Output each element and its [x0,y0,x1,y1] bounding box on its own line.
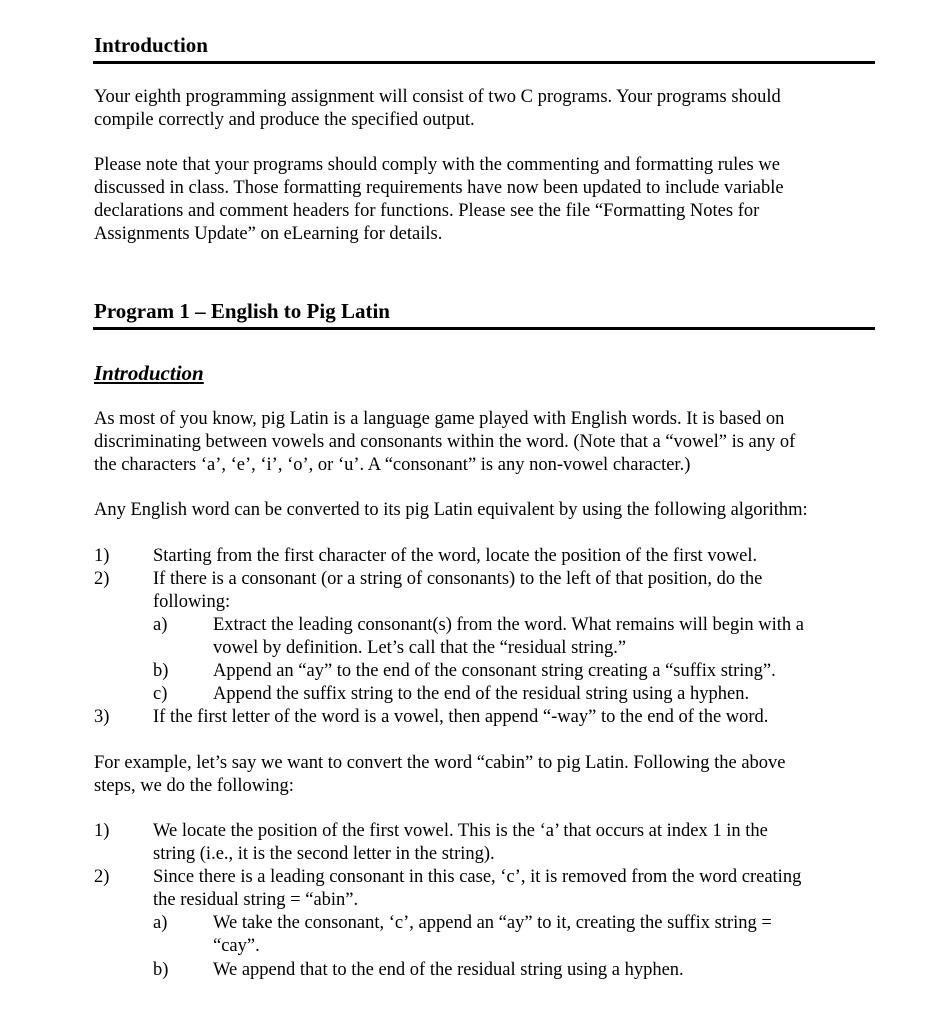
substep-text [213,660,868,683]
intro-heading-rule [93,61,875,64]
step-number: 3) [94,707,110,727]
text-line: following: [153,592,231,612]
example-step-text [153,820,868,866]
text-line: Append an “ay” to the end of the consonant string creating a “suffix string”. [213,661,776,681]
text-line: Extract the leading consonant(s) from the word. What remains will begin with a [213,615,804,635]
substep-letter: c) [153,684,168,704]
text-line: string (i.e., it is the second letter in the string). [153,844,495,864]
text-line: Append the suffix string to the end of the residual string using a hyphen. [213,684,750,704]
program1-paragraph-3 [94,752,874,798]
text-line: Your eighth programming assignment will consist of two C programs. Your programs should [94,87,781,107]
intro-heading: Introduction [94,33,208,57]
text-line: As most of you know, pig Latin is a language game played with English words. It is based on [94,409,785,429]
text-line: the characters ‘a’, ‘e’, ‘i’, ‘o’, or ‘u’. A “consonant” is any non-vowel character.) [94,455,691,475]
program1-heading-rule [93,327,875,330]
text-line: We take the consonant, ‘c’, append an “ay” to it, creating the suffix string = [213,913,772,933]
example-substep-letter: b) [153,960,169,980]
program1-subheading: Introduction [94,361,204,385]
substep-text [213,683,868,706]
example-step-number: 2) [94,867,110,887]
text-line: If the first letter of the word is a vowel, then append “-way” to the end of the word. [153,707,769,727]
substep-letter: a) [153,615,168,635]
text-line: discussed in class. Those formatting requirements have now been updated to include variable [94,178,784,198]
program1-paragraph-1 [94,408,874,477]
step-text [153,568,868,614]
intro-paragraph-1 [94,86,874,132]
text-line: We locate the position of the first vowel. This is the ‘a’ that occurs at index 1 in the [153,821,768,841]
step-text [153,706,868,729]
program1-paragraph-2: Any English word can be converted to its pig Latin equivalent by using the following algorithm: [94,500,808,520]
intro-paragraph-2 [94,154,874,246]
text-line: Starting from the first character of the word, locate the position of the first vowel. [153,546,758,566]
text-line: declarations and comment headers for functions. Please see the file “Formatting Notes for [94,201,760,221]
example-step-text [153,866,868,912]
text-line: “cay”. [213,936,260,956]
text-line: the residual string = “abin”. [153,890,359,910]
example-step-number: 1) [94,821,110,841]
step-number: 1) [94,546,110,566]
program1-heading: Program 1 – English to Pig Latin [94,299,390,323]
text-line: If there is a consonant (or a string of consonants) to the left of that position, do the [153,569,763,589]
step-text [153,545,868,568]
text-line: vowel by definition. Let’s call that the “residual string.” [213,638,627,658]
text-line: We append that to the end of the residual string using a hyphen. [213,960,684,980]
text-line: For example, let’s say we want to convert the word “cabin” to pig Latin. Following the above [94,753,786,773]
text-line: Please note that your programs should comply with the commenting and formatting rules we [94,155,780,175]
example-substep-text [213,959,868,982]
text-line: discriminating between vowels and consonants within the word. (Note that a “vowel” is any of [94,432,796,452]
substep-text [213,614,868,660]
text-line: compile correctly and produce the specified output. [94,110,475,130]
text-line: steps, we do the following: [94,776,294,796]
text-line: Since there is a leading consonant in this case, ‘c’, it is removed from the word creating [153,867,802,887]
example-substep-text [213,912,868,958]
substep-letter: b) [153,661,169,681]
text-line: Assignments Update” on eLearning for details. [94,224,443,244]
example-substep-letter: a) [153,913,168,933]
step-number: 2) [94,569,110,589]
